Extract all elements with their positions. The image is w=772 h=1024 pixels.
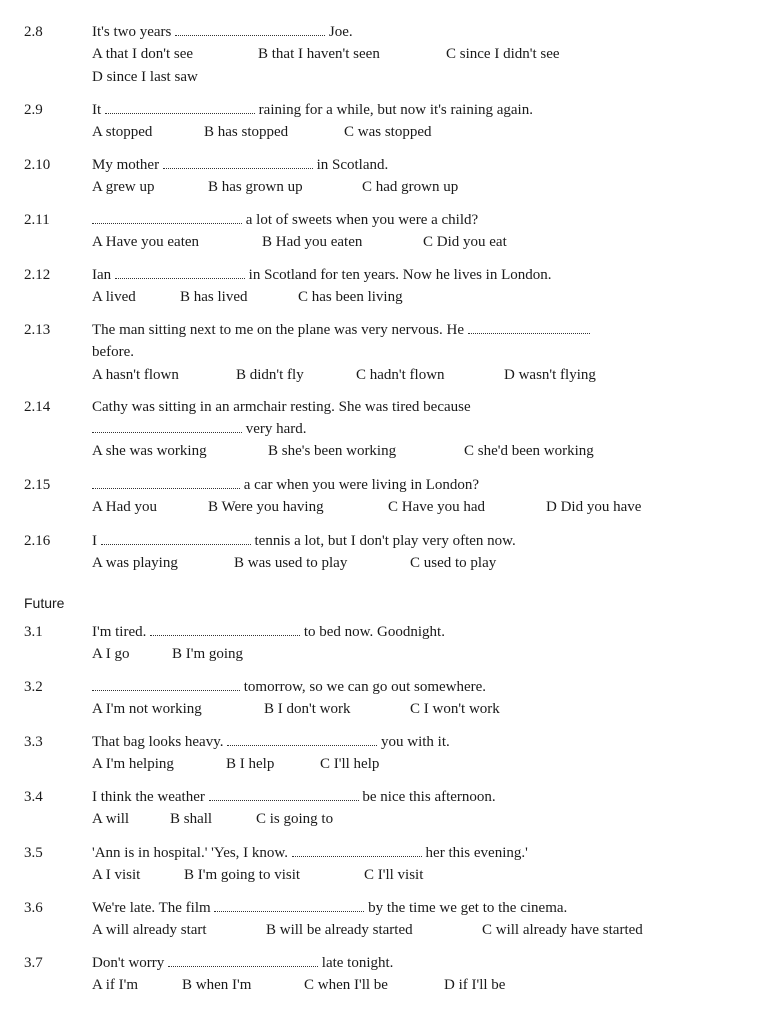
option-d: D wasn't flying	[504, 367, 596, 383]
option-c: C will already have started	[482, 922, 643, 938]
option-b: B was used to play	[234, 555, 348, 571]
answer-blank	[150, 625, 300, 636]
question-number: 2.11	[24, 212, 50, 228]
question-number: 2.8	[24, 24, 43, 40]
question-number: 3.5	[24, 845, 43, 861]
question-stem: Cathy was sitting in an armchair resting. She was tired because	[92, 399, 471, 415]
options	[92, 46, 560, 63]
option-a: A I visit	[92, 867, 141, 883]
option-c: C was stopped	[344, 124, 432, 140]
option-b: B shall	[170, 811, 213, 827]
question-number: 2.16	[24, 533, 51, 549]
option-d: D since I last saw	[92, 69, 198, 85]
option-a: A grew up	[92, 179, 155, 195]
options	[92, 811, 333, 828]
question-number: 3.3	[24, 734, 43, 750]
question-stem: a car when you were living in London?	[92, 477, 479, 494]
question-number: 2.9	[24, 102, 43, 118]
question-number: 2.15	[24, 477, 51, 493]
options	[92, 289, 403, 306]
answer-blank	[468, 323, 590, 334]
option-b: B will be already started	[266, 922, 413, 938]
option-a: A Had you	[92, 499, 157, 515]
question-stem: My mother in Scotland.	[92, 157, 389, 173]
answer-blank	[227, 735, 377, 746]
options	[92, 646, 243, 663]
option-b: B she's been working	[268, 443, 397, 459]
answer-blank	[92, 213, 242, 224]
option-c: C used to play	[410, 555, 497, 571]
option-b: B that I haven't seen	[258, 46, 380, 62]
question-stem: a lot of sweets when you were a child?	[92, 212, 478, 229]
option-c: C Did you eat	[423, 234, 507, 250]
option-b: B didn't fly	[236, 367, 304, 383]
option-c: C since I didn't see	[446, 46, 560, 62]
option-a: A I'm not working	[92, 701, 202, 717]
option-a: A she was working	[92, 443, 207, 459]
option-c: C she'd been working	[464, 443, 594, 459]
question-number: 3.7	[24, 955, 43, 971]
option-b: B when I'm	[182, 977, 252, 993]
option-c: C when I'll be	[304, 977, 388, 993]
question-stem-continued: before.	[92, 344, 135, 360]
question-stem: We're late. The film by the time we get to the cinema.	[92, 900, 568, 916]
question-number: 2.12	[24, 267, 51, 283]
question-stem: tomorrow, so we can go out somewhere.	[92, 679, 486, 696]
answer-blank	[92, 680, 240, 691]
question-stem: It's two years Joe.	[92, 24, 353, 40]
options	[92, 701, 500, 718]
answer-blank	[214, 901, 364, 912]
option-b: B Were you having	[208, 499, 324, 515]
option-d: D Did you have	[546, 499, 642, 515]
answer-blank	[209, 790, 359, 801]
option-c: C I'll visit	[364, 867, 424, 883]
answer-blank	[105, 103, 255, 114]
options	[92, 179, 458, 196]
answer-blank	[163, 158, 313, 169]
options	[92, 922, 643, 939]
options	[92, 555, 496, 572]
option-a: A Have you eaten	[92, 234, 200, 250]
option-b: B has grown up	[208, 179, 303, 195]
section-heading: Future	[24, 595, 65, 611]
options	[92, 756, 379, 773]
option-c: C Have you had	[388, 499, 486, 515]
answer-blank	[168, 956, 318, 967]
question-number: 2.10	[24, 157, 51, 173]
answer-blank	[92, 422, 242, 433]
option-b: B I'm going to visit	[184, 867, 301, 883]
option-a: A hasn't flown	[92, 367, 179, 383]
answer-blank	[175, 25, 325, 36]
question-number: 3.4	[24, 789, 43, 805]
answer-blank	[101, 534, 251, 545]
option-c: C had grown up	[362, 179, 459, 195]
option-c: C is going to	[256, 811, 334, 827]
option-b: B I'm going	[172, 646, 244, 662]
question-stem: 'Ann is in hospital.' 'Yes, I know. her this evening.'	[92, 845, 528, 861]
question-stem: That bag looks heavy. you with it.	[92, 734, 450, 750]
option-c: C I won't work	[410, 701, 500, 717]
option-a: A stopped	[92, 124, 153, 140]
option-a: A will	[92, 811, 130, 827]
question-stem-continued: very hard.	[92, 421, 307, 438]
options	[92, 499, 641, 516]
option-c: C I'll help	[320, 756, 380, 772]
option-a: A lived	[92, 289, 136, 305]
answer-blank	[92, 478, 240, 489]
options	[92, 443, 594, 460]
question-number: 3.6	[24, 900, 43, 916]
options	[92, 977, 505, 994]
option-a: A I go	[92, 646, 130, 662]
option-d: D if I'll be	[444, 977, 506, 993]
option-a: A I'm helping	[92, 756, 174, 772]
option-a: A was playing	[92, 555, 178, 571]
options	[92, 867, 423, 884]
question-stem: Don't worry late tonight.	[92, 955, 394, 971]
option-c: C hadn't flown	[356, 367, 445, 383]
question-stem: I'm tired. to bed now. Goodnight.	[92, 624, 445, 640]
answer-blank	[292, 846, 422, 857]
question-number: 3.1	[24, 624, 43, 640]
question-stem: I think the weather be nice this afternoon.	[92, 789, 496, 805]
question-stem: I tennis a lot, but I don't play very often now.	[92, 533, 516, 549]
question-number: 2.14	[24, 399, 51, 415]
options	[92, 234, 507, 251]
option-a: A if I'm	[92, 977, 139, 993]
question-stem: Ian in Scotland for ten years. Now he lives in London.	[92, 267, 552, 283]
options	[92, 367, 596, 384]
question-stem: The man sitting next to me on the plane was very nervous. He	[92, 322, 590, 339]
option-b: B Had you eaten	[262, 234, 363, 250]
option-b: B I help	[226, 756, 275, 772]
option-c: C has been living	[298, 289, 403, 305]
option-a: A that I don't see	[92, 46, 194, 62]
option-a: A will already start	[92, 922, 207, 938]
options	[92, 124, 432, 141]
option-b: B has lived	[180, 289, 248, 305]
question-number: 2.13	[24, 322, 51, 338]
question-number: 3.2	[24, 679, 43, 695]
option-b: B I don't work	[264, 701, 351, 717]
answer-blank	[115, 268, 245, 279]
option-b: B has stopped	[204, 124, 289, 140]
question-stem: It raining for a while, but now it's raining again.	[92, 102, 533, 118]
